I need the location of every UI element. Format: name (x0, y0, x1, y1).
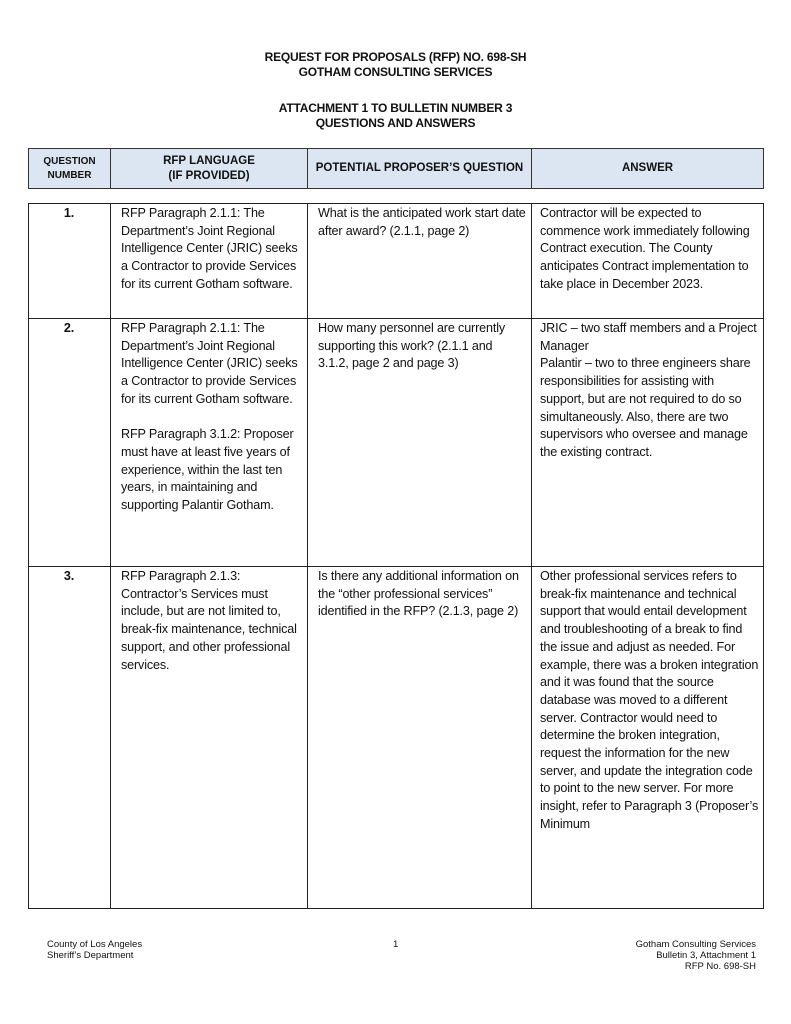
rfp-language-cell (111, 204, 308, 319)
qa-table-header (28, 148, 764, 189)
rfp-language-cell (111, 567, 308, 909)
table-row (29, 567, 764, 909)
table-row (29, 319, 764, 567)
footer-rfp-number: RFP No. 698-SH (684, 961, 756, 972)
answer-cell: Other professional services refers to break-fix maintenance and technical support that would entail development and troubleshooting of a break to find the issue and adjust as needed. For example, there was a broken integration and it was found that the source database was moved to a different server. Contractor would need to determine the broken integration, request the information for the new server, and update the integration code to point to the new server. For more insight, refer to Paragraph 3 (Proposer’s Minimum (532, 567, 764, 909)
attachment-title: ATTACHMENT 1 TO BULLETIN NUMBER 3 (278, 101, 513, 115)
column-header-answer (532, 149, 764, 189)
answer-cell (532, 319, 764, 567)
footer-department: Sheriff’s Department (47, 950, 134, 961)
answer-cell: Contractor will be expected to commence work immediately following Contract execution. The County anticipates Contract implementation to take place in December 2023. (532, 204, 764, 319)
question-number: 3. (29, 567, 111, 909)
question-number: 2. (29, 319, 111, 567)
column-header-rfp-language (111, 149, 308, 189)
column-header-question-number (29, 149, 111, 189)
answer-text: Palantir – two to three engineers share responsibilities for assisting with support, but are not required to do so simultaneously. Also, there are two supervisors who oversee and manage the existing contract. (540, 356, 751, 459)
rfp-language-cell (111, 319, 308, 567)
footer-county: County of Los Angeles (47, 939, 143, 950)
column-header-line: NUMBER (47, 169, 92, 181)
proposer-question-cell: What is the anticipated work start date after award? (2.1.1, page 2) (308, 204, 532, 319)
document-title-block (0, 50, 791, 131)
rfp-language-text: RFP Paragraph 3.1.2: Proposer must have at least five years of experience, within the last ten years, in maintaining and supporting Palantir Gotham. (121, 427, 294, 513)
column-header-line: QUESTION (43, 155, 96, 167)
footer-right (636, 939, 756, 972)
qa-table-body (28, 203, 764, 909)
rfp-language-text: RFP Paragraph 2.1.1: The Department’s Joint Regional Intelligence Center (JRIC) seeks a Contractor to provide Services for its current Gotham software. (121, 321, 298, 406)
rfp-subject: GOTHAM CONSULTING SERVICES (298, 65, 493, 79)
column-header-proposer-question (308, 149, 532, 189)
footer-project: Gotham Consulting Services (635, 939, 756, 950)
answer-text: JRIC – two staff members and a Project Manager (540, 321, 757, 353)
proposer-question-cell: How many personnel are currently supporting this work? (2.1.1 and 3.1.2, page 2 and page 3) (308, 319, 532, 567)
footer-left (47, 939, 142, 961)
question-number: 1. (29, 204, 111, 319)
proposer-question-cell: Is there any additional information on the “other professional services” identified in the RFP? (2.1.3, page 2) (308, 567, 532, 909)
rfp-language-text: RFP Paragraph 2.1.1: The Department’s Joint Regional Intelligence Center (JRIC) seeks a Contractor to provide Services for its current Gotham software. (121, 206, 298, 291)
footer-bulletin: Bulletin 3, Attachment 1 (656, 950, 756, 961)
column-header-line: (IF PROVIDED) (168, 169, 250, 182)
column-header-line: POTENTIAL PROPOSER’S QUESTION (315, 162, 524, 174)
column-header-line: RFP LANGUAGE (163, 154, 255, 167)
attachment-subtitle: QUESTIONS AND ANSWERS (315, 116, 476, 130)
rfp-language-text: RFP Paragraph 2.1.3: Contractor’s Services must include, but are not limited to, break-fix maintenance, technical support, and other professional services. (121, 569, 297, 672)
column-header-line: ANSWER (621, 162, 674, 174)
rfp-title: REQUEST FOR PROPOSALS (RFP) NO. 698-SH (264, 50, 527, 64)
table-row (29, 204, 764, 319)
page-number: 1 (393, 939, 399, 950)
